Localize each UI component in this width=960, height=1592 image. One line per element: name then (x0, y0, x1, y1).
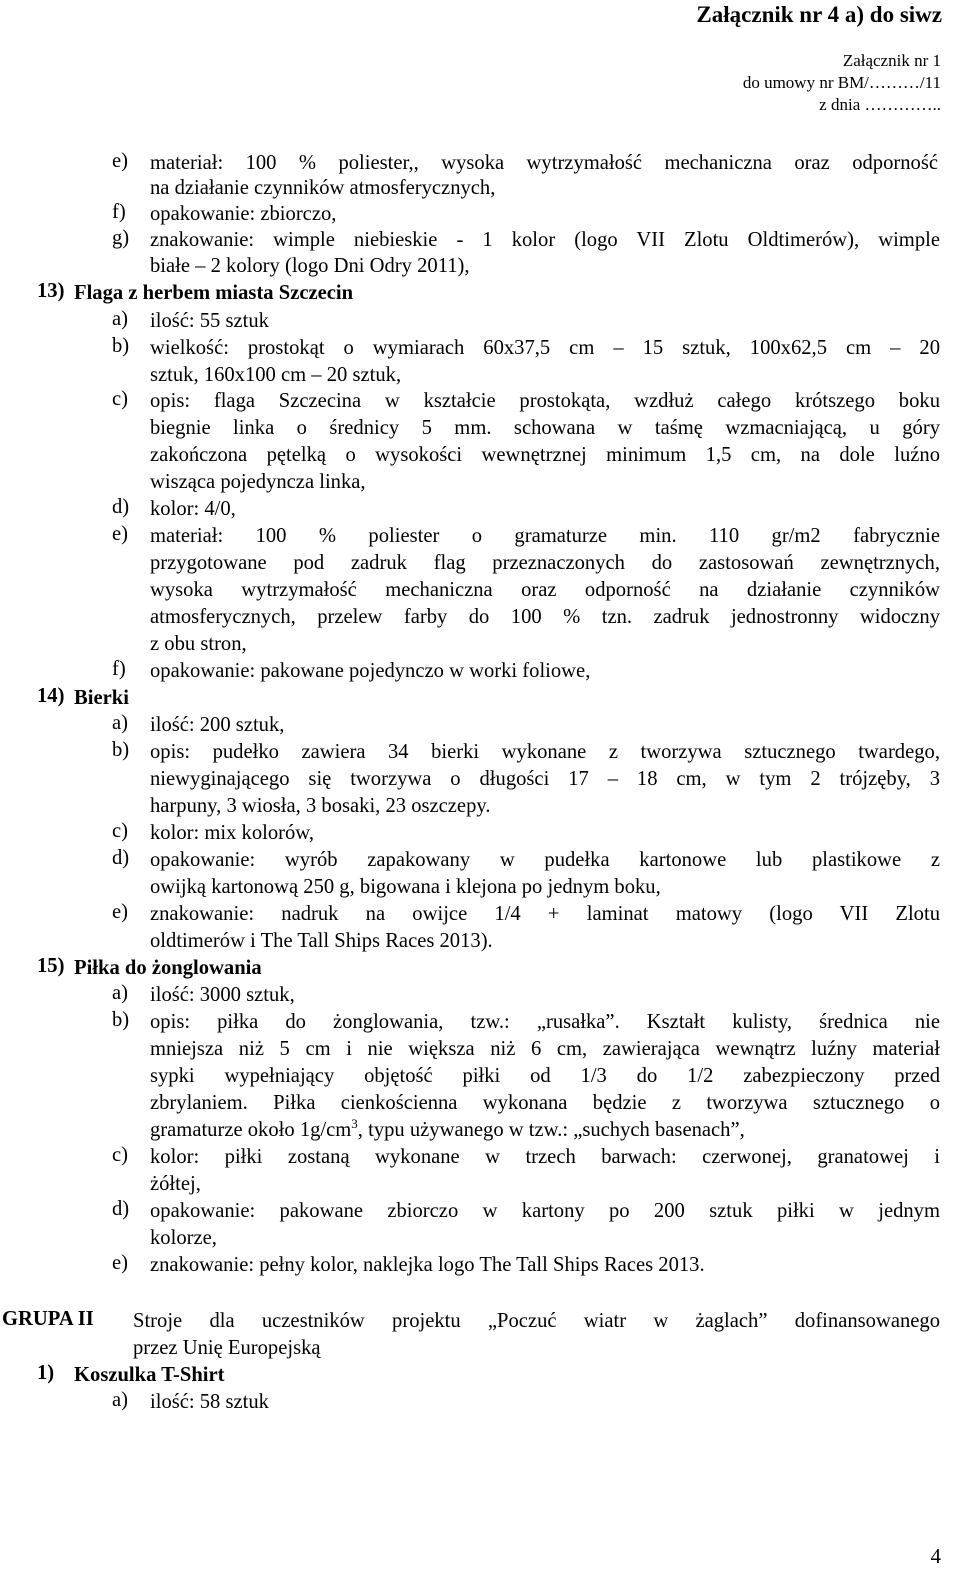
list-label: b) (112, 739, 130, 761)
group-description: przez Unię Europejską (133, 1337, 321, 1359)
list-item-text: kolor: 4/0, (150, 498, 236, 520)
list-label: c) (112, 388, 128, 410)
list-label: b) (112, 1009, 130, 1031)
list-item-text: opis: flaga Szczecina w kształcie prostokąta, wzdłuż całego krótszego boku (150, 390, 940, 412)
list-label: a) (112, 982, 128, 1004)
group-description: Stroje dla uczestników projektu „Poczuć wiatr w żaglach” dofinansowanego (133, 1310, 940, 1332)
contract-number-line: do umowy nr BM/………/11 (742, 73, 941, 92)
list-item-text: ilość: 55 sztuk (150, 310, 269, 332)
list-item-text: znakowanie: pełny kolor, naklejka logo The Tall Ships Races 2013. (150, 1254, 705, 1276)
list-item-text (150, 1117, 745, 1143)
text-fragment: , typu używanego w tzw.: „suchych basenach”, (357, 1119, 745, 1141)
list-item-text: kolorze, (150, 1227, 217, 1249)
list-item-text: wysoka wytrzymałość mechaniczna oraz odporność na działanie czynników (150, 579, 940, 601)
contract-date-line: z dnia ………….. (819, 95, 941, 114)
list-label: c) (112, 820, 128, 842)
item-title: Bierki (74, 687, 129, 709)
list-label: e) (112, 901, 128, 923)
list-label: d) (112, 496, 130, 518)
list-label: g) (112, 227, 130, 249)
list-item-text: niewyginającego się tworzywa o długości 17 – 18 cm, w tym 2 trójzęby, 3 (150, 768, 940, 790)
page-number: 4 (930, 1544, 941, 1568)
list-label: e) (112, 1252, 128, 1274)
list-item-text: atmosferycznych, przelew farby do 100 % tzn. zadruk jednostronny widoczny (150, 606, 940, 628)
list-item-text: znakowanie: wimple niebieskie - 1 kolor (logo VII Zlotu Oldtimerów), wimple (150, 229, 940, 251)
item-number: 13) (37, 280, 65, 302)
list-item-text: wisząca pojedyncza linka, (150, 471, 366, 493)
list-label: f) (112, 201, 126, 223)
list-item-text: kolor: piłki zostaną wykonane w trzech barwach: czerwonej, granatowej i (150, 1146, 940, 1168)
list-item-text: opakowanie: zbiorczo, (150, 203, 337, 225)
list-item-text: harpuny, 3 wiosła, 3 bosaki, 23 oszczepy. (150, 795, 491, 817)
item-title: Koszulka T-Shirt (74, 1364, 225, 1386)
list-item-text: kolor: mix kolorów, (150, 822, 314, 844)
list-item-text: z obu stron, (150, 633, 247, 655)
list-item-text: znakowanie: nadruk na owijce 1/4 + laminat matowy (logo VII Zlotu (150, 903, 940, 925)
item-title: Flaga z herbem miasta Szczecin (74, 282, 354, 304)
attachment-title: Załącznik nr 4 a) do siwz (696, 2, 942, 27)
contract-annex-block (743, 50, 941, 116)
list-label: c) (112, 1144, 128, 1166)
list-item-text: ilość: 3000 sztuk, (150, 984, 295, 1006)
list-item-text: biegnie linka o średnicy 5 mm. schowana w taśmę wzmacniającą, u góry (150, 417, 940, 439)
list-item-text: opakowanie: pakowane pojedynczo w worki foliowe, (150, 660, 591, 682)
list-label: b) (112, 335, 130, 357)
list-item-text: sypki wypełniający objętość piłki od 1/3 do 1/2 zabezpieczony przed (150, 1065, 940, 1087)
list-label: e) (112, 150, 128, 172)
item-number: 15) (37, 955, 65, 977)
list-label: f) (112, 658, 126, 680)
text-fragment: gramaturze około 1g/cm (150, 1119, 352, 1141)
list-label: e) (112, 523, 128, 545)
list-item-text: ilość: 200 sztuk, (150, 714, 285, 736)
list-label: a) (112, 1389, 128, 1411)
item-number: 1) (37, 1362, 55, 1384)
list-item-text: żółtej, (150, 1173, 201, 1195)
list-item-text: białe – 2 kolory (logo Dni Odry 2011), (150, 255, 470, 277)
list-item-text: mniejsza niż 5 cm i nie większa niż 6 cm, zawierająca wewnątrz luźny materiał (150, 1038, 940, 1060)
list-item-text: na działanie czynników atmosferycznych, (150, 177, 496, 199)
list-label: d) (112, 847, 130, 869)
list-item-text: owijką kartonową 250 g, bigowana i klejona po jednym boku, (150, 876, 661, 898)
list-label: a) (112, 308, 128, 330)
list-item-text: ilość: 58 sztuk (150, 1391, 269, 1413)
list-label: d) (112, 1198, 130, 1220)
list-item-text: opis: pudełko zawiera 34 bierki wykonane z tworzywa sztucznego twardego, (150, 741, 940, 763)
list-item-text: przygotowane pod zadruk flag przeznaczonych do zastosowań zewnętrznych, (150, 552, 940, 574)
list-item-text: opis: piłka do żonglowania, tzw.: „rusałka”. Kształt kulisty, średnica nie (150, 1011, 940, 1033)
list-item-text: zbrylaniem. Piłka cienkościenna wykonana będzie z tworzywa sztucznego o (150, 1092, 940, 1114)
list-item-text: opakowanie: pakowane zbiorczo w kartony po 200 sztuk piłki w jednym (150, 1200, 940, 1222)
superscript: 3 (351, 1116, 358, 1132)
list-item-text: sztuk, 160x100 cm – 20 sztuk, (150, 364, 402, 386)
item-title: Piłka do żonglowania (74, 957, 262, 979)
group-label: GRUPA II (2, 1308, 94, 1330)
list-item-text: materiał: 100 % poliester,, wysoka wytrzymałość mechaniczna oraz odporność (150, 152, 938, 174)
item-number: 14) (37, 685, 65, 707)
list-item-text: oldtimerów i The Tall Ships Races 2013). (150, 930, 493, 952)
annex-line: Załącznik nr 1 (842, 51, 941, 70)
list-item-text: materiał: 100 % poliester o gramaturze min. 110 gr/m2 fabrycznie (150, 525, 940, 547)
list-item-text: wielkość: prostokąt o wymiarach 60x37,5 cm – 15 sztuk, 100x62,5 cm – 20 (150, 337, 940, 359)
list-item-text: zakończona pętelką o wysokości wewnętrznej minimum 1,5 cm, na dole luźno (150, 444, 940, 466)
list-label: a) (112, 712, 128, 734)
list-item-text: opakowanie: wyrób zapakowany w pudełka kartonowe lub plastikowe z (150, 849, 940, 871)
